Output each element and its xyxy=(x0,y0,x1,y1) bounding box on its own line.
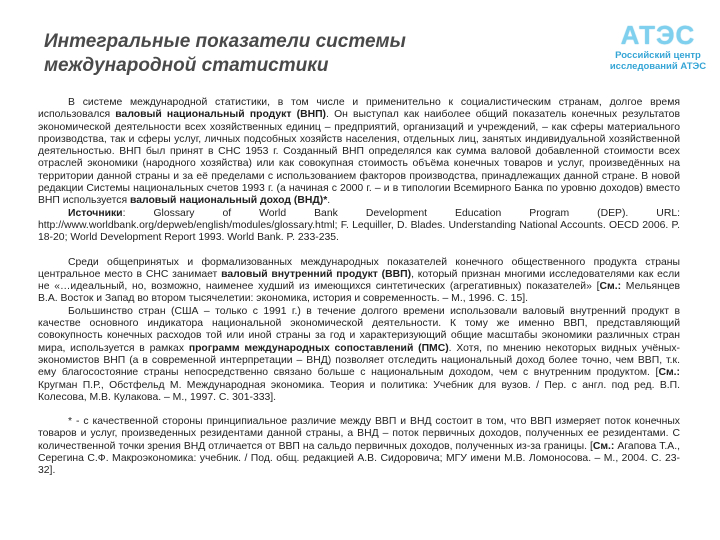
see-label: См.: xyxy=(599,281,622,293)
page-title xyxy=(44,30,464,78)
paragraph-sources xyxy=(38,208,680,245)
paragraph-gnp xyxy=(38,97,680,208)
title-line-1: Интегральные показатели системы xyxy=(44,31,406,52)
term-icp: программ международных сопоставлений (ПМС) xyxy=(188,342,449,354)
text-run: . Хотя, по мнению некоторых видных учёных-экономистов ВНП (а в современной интерпретации – ВНД) позволяет отследить национальный доход более точно, чем ВВП, т.к. ему благосостояние страны непосредственно связано больше с национальным доходом, чем с внутренним продуктом. [ xyxy=(38,342,680,379)
text-run: * - с качественной стороны принципиальное различие между ВВП и ВНД состоит в том, что ВВП измеряет поток конечных товаров и услуг, произведенных резидентами данной страны, а ВНД – поток первичных доходов, полученных ее резидентами. С количественной точки зрения ВНД отличается от ВВП на сальдо первичных доходов, полученных из-за границы. [ xyxy=(38,416,680,452)
term-gni: валовый национальный доход (ВНД)* xyxy=(129,195,328,207)
sources-text: : Glossary of World Bank Development Education Program (DEP). URL: http://www.worldbank.org/depweb/english/modules/glossary.html; F. Lequiller, D. Blades. Understanding National Accounts. OECD 2006. P. 18-20; World Development Report 1993. World Bank. P. 233-235. xyxy=(38,207,680,244)
term-gnp: валовый национальный продукт (ВНП) xyxy=(115,109,327,121)
text-run: В системе международной статистики, в том числе и применительно к социалистическим странам, долгое время использовался xyxy=(38,97,680,121)
text-run: . xyxy=(327,195,331,207)
text-run: Мельянцев В.А. Восток и Запад во втором тысячелетии: экономика, история и современность. – М., 1996. С. 15]. xyxy=(38,281,680,305)
paragraph-footnote xyxy=(38,416,680,477)
logo-mark: АТЭС xyxy=(620,20,696,50)
see-label: См.: xyxy=(658,367,680,379)
text-run: Среди общепринятых и формализованных международных показателей конечного общественного продукта страны центральное место в СНС занимает xyxy=(38,256,680,280)
term-gdp: валовый внутренний продукт (ВВП) xyxy=(221,268,412,280)
text-run: Кругман П.Р., Обстфельд М. Международная экономика. Теория и политика: Учебник для вузов. / Пер. с англ. под ред. В.П. Колесова, М.В. Кулакова. – М., 1997. С. 301-333]. xyxy=(38,379,680,403)
title-line-2: международной статистики xyxy=(44,55,329,76)
logo-subtitle-line-2: исследований АТЭС xyxy=(609,61,707,72)
body-text xyxy=(38,97,680,478)
text-run: , который признан многими исследователями как если не «…идеальный, но, возможно, наименее худший из имеющихся синтетических (агрегативных) показателей» [ xyxy=(38,268,680,293)
logo-subtitle xyxy=(608,50,708,72)
text-run: Большинство стран (США – только с 1991 г.) в течение долгого времени использовали валовый внутренний продукт в качестве основного индикатора национальной экономической деятельности. К тому же именно ВВП, представляющий совокупность конечных расходов той или иной страны за год и характеризующий общие масштабы экономики различных стран мира, используется в рамках xyxy=(38,305,680,354)
paragraph-gdp xyxy=(38,257,680,306)
apec-logo xyxy=(608,20,708,72)
logo-subtitle-line-1: Российский центр xyxy=(615,50,701,61)
see-label: См.: xyxy=(592,440,615,452)
sources-label: Источники xyxy=(68,207,123,219)
paragraph-countries xyxy=(38,306,680,404)
text-run: . Он выступал как наиболее общий показатель конечных результатов экономической деятельности всех хозяйственных единиц – предприятий, организаций и учреждений, – как сферы материального производства, так и сферы услуг, личных подсобных хозяйств населения, отдельных лиц, занятых индивидуальной хозяйственной деятельностью. ВНП был принят в СНС 1953 г. Созданный ВНП определялся как сумма валовой добавленной стоимости всех отраслей экономики (народного хозяйства) или как совокупная стоимость объёма конечных товаров и услуг, произведённых на территории данной страны и за её пределами с использованием факторов производства, принадлежащих данной стране. В новой редакции Системы национальных счетов 1993 г. (а начиная с 2000 г. – и в типологии Всемирного Банка по уровню доходов) вместо ВНП используется xyxy=(38,109,680,207)
text-run: Агапова Т.А., Серегина С.Ф. Макроэкономика: учебник. / Под. общ. редакцией А.В. Сидоровича; МГУ имени М.В. Ломоносова. – М., 2004. С. 23-32]. xyxy=(38,440,680,477)
